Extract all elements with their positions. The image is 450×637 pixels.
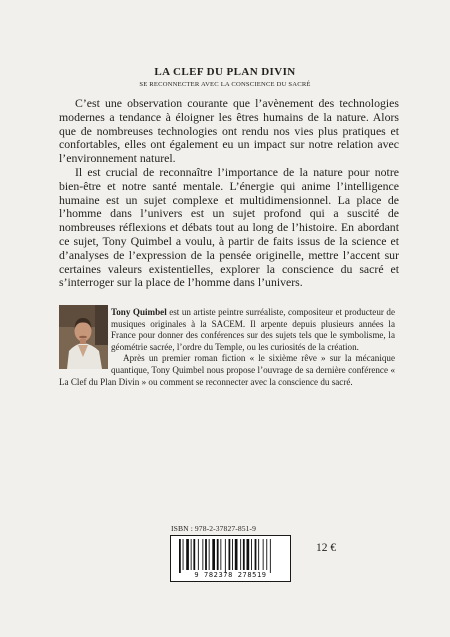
barcode-bar — [232, 539, 233, 570]
barcode-bar — [220, 539, 221, 570]
barcode-bar — [191, 539, 192, 570]
barcode-bar — [202, 539, 203, 570]
barcode-bar — [217, 539, 219, 570]
barcode-bar — [266, 539, 267, 570]
barcode-bar — [186, 539, 189, 570]
barcode-bar — [198, 539, 199, 570]
author-bio — [59, 307, 395, 388]
barcode-bar — [205, 539, 207, 570]
barcode-bar — [209, 539, 210, 570]
barcode-digits: 9 782378 278519 — [194, 571, 267, 579]
photo-spacer — [59, 307, 111, 373]
book-title: LA CLEF DU PLAN DIVIN — [154, 66, 296, 78]
barcode-bar — [240, 539, 241, 570]
main-paragraph: Il est crucial de reconnaître l’importance de la nature pour notre bien-être et notre santé mentale. L’énergie qui anime l’intelligence humaine est un sujet complexe et multidimensionnel. La place de l’homme dans l’univers est un sujet profond qui a suscité de nombreuses réflexions et débats tout au long de l’histoire. En abordant ce sujet, Tony Quimbel a voulu, à partir de faits issus de la science et d’analyses de l’expression de la pensée originelle, mettre l’accent sur certaines valeurs existentielles, explorer la conscience du sacré et s’interroger sur la place de l’homme dans l’univers. — [59, 164, 399, 290]
barcode-bar — [243, 539, 245, 570]
barcode-bar — [270, 539, 271, 573]
barcode-bar — [229, 539, 231, 570]
barcode-bar — [193, 539, 195, 570]
barcode-bar — [183, 539, 184, 570]
author-name: Tony Quimbel — [111, 307, 167, 317]
barcode-bar — [225, 539, 226, 573]
barcode — [170, 535, 291, 582]
barcode-bar — [179, 539, 181, 573]
barcode-bar — [247, 539, 250, 570]
bio-text-part: est un artiste peintre surréaliste, compositeur et producteur de musiques originales à la SACEM. Il arpente depuis plusieurs années la France pour donner des conférences sur des sujets tels que le symbolisme, la géométrie sacrée, l’ordre du Temple, ou les curiosités de la création. — [111, 307, 395, 352]
bio-paragraph: Après un premier roman fiction « le sixième rêve » sur la mécanique quantique, Tony Quimbel nous propose l’ouvrage de sa dernière conférence « La Clef du Plan Divin » ou comment se reconnecter avec la conscience du sacré. — [59, 353, 395, 387]
isbn-label: ISBN : 978-2-37827-851-9 — [171, 524, 257, 533]
barcode-bar — [263, 539, 264, 570]
main-text — [59, 97, 399, 290]
book-subtitle: SE RECONNECTER AVEC LA CONSCIENCE DU SACRÉ — [139, 81, 311, 88]
price: 12 € — [316, 542, 337, 554]
barcode-bar — [212, 539, 215, 570]
main-paragraph: C’est une observation courante que l’avènement des technologies modernes a tendance à éloigner les êtres humains de la nature. Alors que de nombreuses technologies ont rendu nos vies plus pratiques et confortables, elles ont également eu un impact sur notre relation avec l’environnement naturel. — [59, 96, 399, 166]
barcode-bar — [258, 539, 259, 570]
barcode-bar — [255, 539, 257, 570]
barcode-bar — [235, 539, 238, 570]
barcode-bar — [251, 539, 252, 570]
